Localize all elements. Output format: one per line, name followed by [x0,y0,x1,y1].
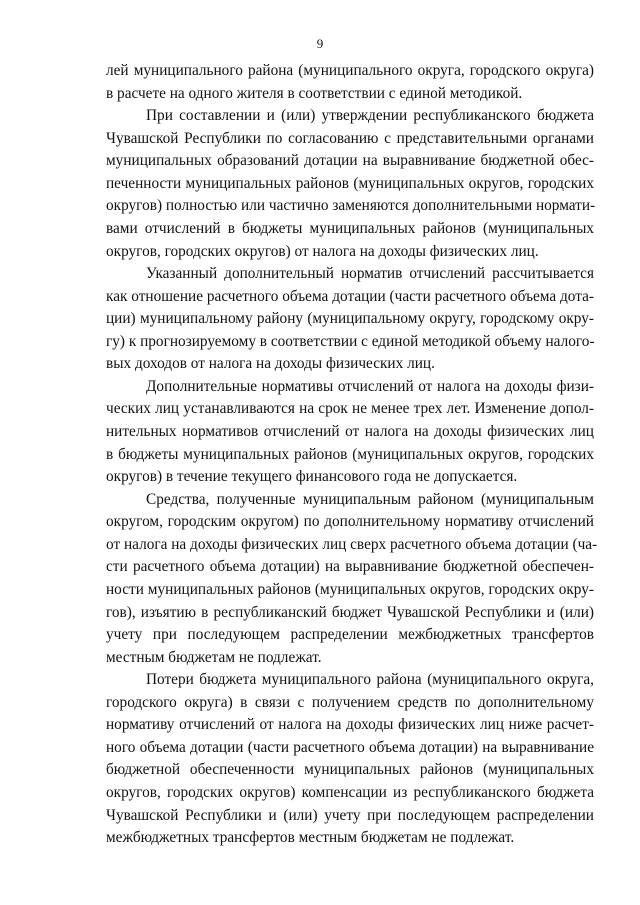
paragraph [106,60,594,105]
text-line: гов), изъятию в республиканский бюджет Чувашской Республики и (или) [106,603,594,621]
paragraph [106,263,594,376]
paragraph [106,489,598,670]
paragraph [106,105,594,263]
text-line: от налога на доходы физических лиц сверх расчетного объема дотации (ча- [106,535,598,553]
text-line: вых доходов от налога на доходы физических лиц. [106,355,435,373]
text-line: в бюджеты муниципальных районов (муниципальных округов, городских [106,445,594,463]
paragraph [106,376,594,489]
text-line: Потери бюджета муниципального района (муниципального округа, [146,671,594,689]
text-line: муниципальных образований дотации на выравнивание бюджетной обес- [106,152,594,170]
text-line: лей муниципального района (муниципального округа, городского округа) [106,62,594,79]
text-line: сти расчетного объема дотации) на выравнивание бюджетной обеспечен- [106,558,594,576]
text-line: учету при последующем распределении межбюджетных трансфертов [106,626,594,644]
text-line: городского округа) в связи с получением средств по дополнительному [106,693,594,711]
text-line: округов) в течение текущего финансового года не допускается. [106,468,518,486]
text-line: Указанный дополнительный норматив отчислений рассчитывается [146,265,594,283]
text-line: ного объема дотации (части расчетного объема дотации) на выравнивание [106,738,594,756]
text-line: ности муниципальных районов (муниципальных округов, городских окру- [106,580,594,598]
text-line: Чувашской Республики и (или) учету при последующем распределении [106,806,594,824]
text-line: бюджетной обеспеченности муниципальных районов (муниципальных [106,761,594,779]
page-number: 9 [316,36,324,51]
text-line: округов, городских округов) компенсации из республиканского бюджета [106,784,594,801]
text-line: Чувашской Республики по согласованию с представительными органами [106,129,594,147]
text-line: гу) к прогнозируемому в соответствии с единой методикой объему налого- [106,332,595,350]
text-line: межбюджетных трансфертов местным бюджетам не подлежат. [106,829,515,847]
text-line: Дополнительные нормативы отчислений от налога на доходы физи- [146,377,594,395]
text-line: округов) полностью или частично заменяются дополнительными нормати- [106,197,596,215]
text-line: вами отчислений в бюджеты муниципальных районов (муниципальных [106,219,594,237]
text-line: округов, городских округов) от налога на доходы физических лиц. [106,242,539,260]
text-line: нительных нормативов отчислений от налога на доходы физических лиц [106,423,594,440]
text-line: Средства, полученные муниципальным районом (муниципальным [146,490,594,508]
text-line: ческих лиц устанавливаются на срок не менее трех лет. Изменение допол- [106,400,594,418]
text-line: в расчете на одного жителя в соответствии с единой методикой. [106,84,523,102]
text-line: округом, городским округом) по дополнительному нормативу отчислений [106,513,594,531]
text-line: ции) муниципальному району (муниципальному округу, городскому окру- [106,310,594,328]
text-line: как отношение расчетного объема дотации (части расчетного объема дота- [106,287,594,305]
paragraph [106,669,594,850]
text-line: При составлении и (или) утверждении республиканского бюджета [146,107,594,125]
text-line: нормативу отчислений от налога на доходы физических лиц ниже расчет- [106,716,594,734]
document-body [106,60,598,850]
text-line: местным бюджетам не подлежат. [106,648,322,666]
text-line: печенности муниципальных районов (муниципальных округов, городских [106,174,594,192]
